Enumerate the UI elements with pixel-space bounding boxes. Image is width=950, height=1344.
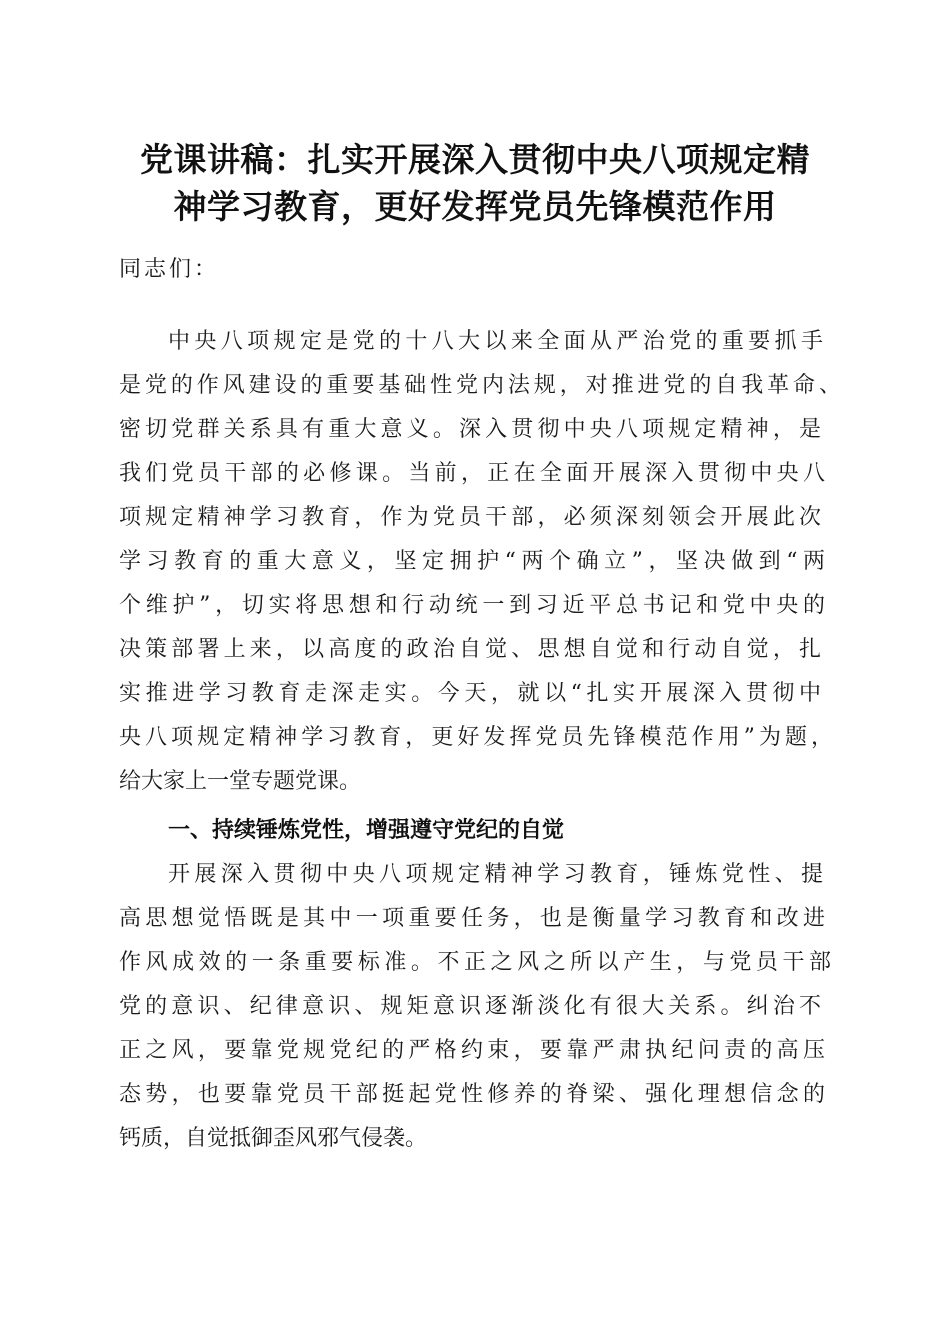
paragraph-line: 钙质，自觉抵御歪风邪气侵袭。 [119, 1126, 428, 1151]
paragraph-line: 作风成效的一条重要标准。不正之风之所以产生，与党员干部 [119, 950, 836, 975]
paragraph-line: 学习教育的重大意义，坚定拥护“两个确立”，坚决做到“两 [119, 549, 831, 574]
salutation: 同志们： [119, 257, 220, 282]
paragraph-line: 党的意识、纪律意识、规矩意识逐渐淡化有很大关系。纠治不 [119, 994, 826, 1019]
paragraph-line: 我们党员干部的必修课。当前，正在全面开展深入贯彻中央八 [119, 461, 830, 486]
paragraph-line: 开展深入贯彻中央八项规定精神学习教育，锤炼党性、提 [168, 862, 828, 887]
paragraph-line: 项规定精神学习教育，作为党员干部，必须深刻领会开展此次 [119, 505, 826, 530]
paragraph-line: 央八项规定精神学习教育，更好发挥党员先锋模范作用”为题， [119, 725, 838, 750]
section-heading: 一、持续锤炼党性，增强遵守党纪的自觉 [168, 818, 565, 843]
paragraph-line: 正之风，要靠党规党纪的严格约束，要靠严肃执纪问责的高压 [119, 1038, 830, 1063]
document-title [110, 136, 840, 230]
paragraph-line: 密切党群关系具有重大意义。深入贯彻中央八项规定精神，是 [119, 417, 826, 442]
paragraph-line: 态势，也要靠党员干部挺起党性修养的脊梁、强化理想信念的 [119, 1082, 830, 1107]
paragraph-line: 个维护”，切实将思想和行动统一到习近平总书记和党中央的 [119, 593, 830, 618]
title-line-2: 神学习教育，更好发挥党员先锋模范作用 [173, 187, 777, 226]
title-line-1: 党课讲稿：扎实开展深入贯彻中央八项规定精 [140, 140, 810, 179]
paragraph-line: 是党的作风建设的重要基础性党内法规，对推进党的自我革命、 [119, 373, 845, 398]
paragraph-line: 给大家上一堂专题党课。 [119, 769, 362, 794]
paragraph-line: 实推进学习教育走深走实。今天，就以“扎实开展深入贯彻中 [119, 681, 826, 706]
paragraph-line: 高思想觉悟既是其中一项重要任务，也是衡量学习教育和改进 [119, 906, 830, 931]
paragraph-line: 决策部署上来，以高度的政治自觉、思想自觉和行动自觉，扎 [119, 637, 826, 662]
paragraph-line: 中央八项规定是党的十八大以来全面从严治党的重要抓手 [168, 329, 828, 354]
